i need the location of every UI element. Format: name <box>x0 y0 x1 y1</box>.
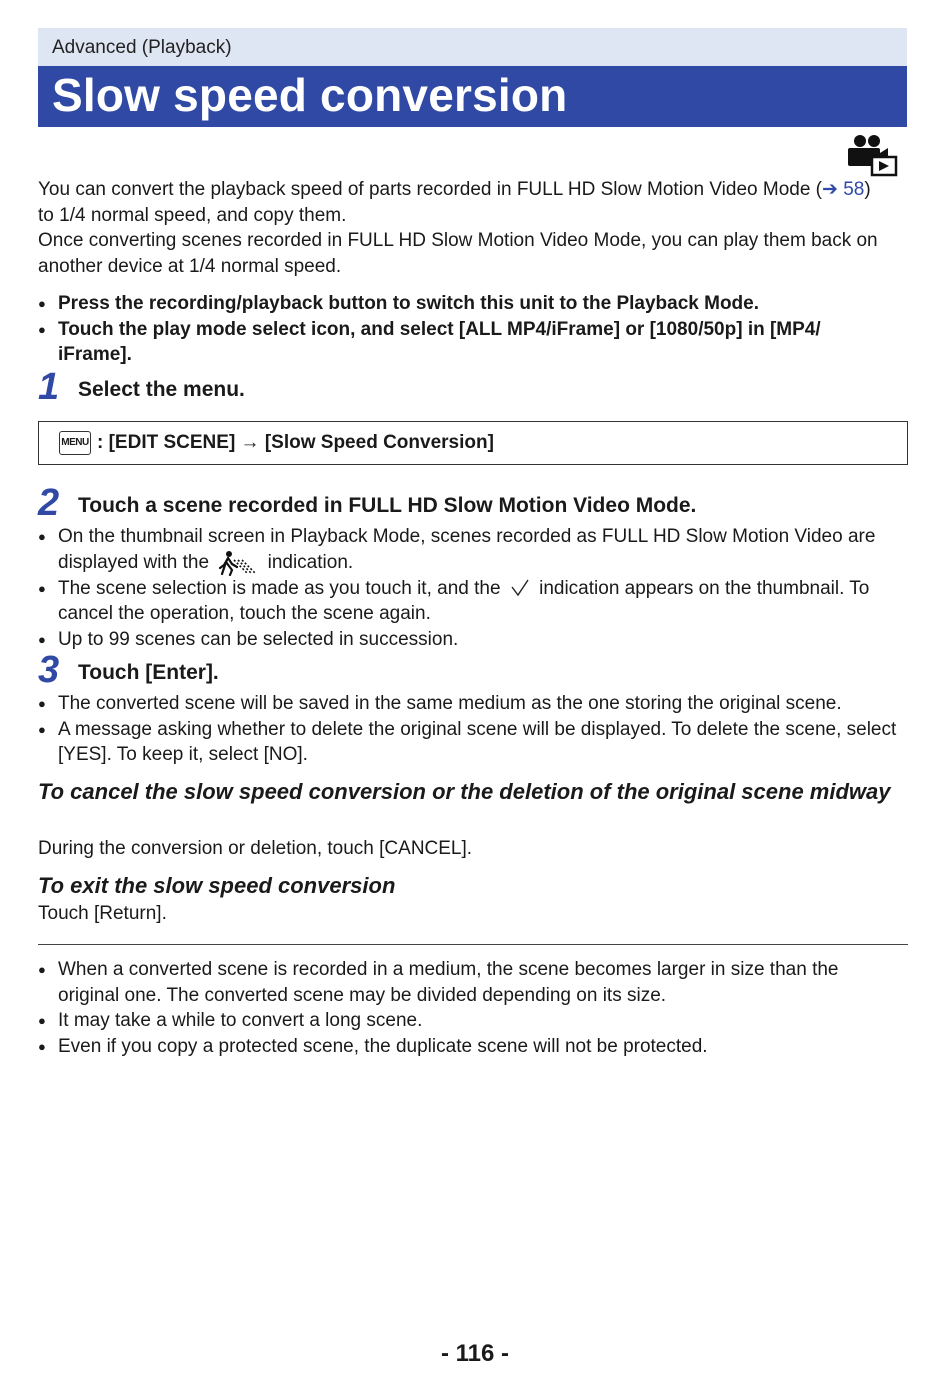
bullet-text: indication. <box>267 551 354 573</box>
menu-path: : [EDIT SCENE] → [Slow Speed Conversion] <box>97 432 494 453</box>
step-label: Touch a scene recorded in FULL HD Slow Motion Video Mode. <box>78 494 697 517</box>
intro-text <box>38 177 908 279</box>
bullet-text: On the thumbnail screen in Playback Mode, scenes recorded as FULL HD Slow Motion Video are displayed with the <box>58 526 876 573</box>
list-item: ● The converted scene will be saved in the same medium as the one storing the original scene. <box>38 691 908 717</box>
divider <box>38 944 908 945</box>
list-item <box>38 524 908 576</box>
title-banner <box>38 66 907 127</box>
check-mark-icon <box>509 578 531 598</box>
exit-body: Touch [Return]. <box>38 903 167 924</box>
intro-line1: You can convert the playback speed of parts recorded in FULL HD Slow Motion Video Mode ( <box>38 179 823 200</box>
list-item: ● When a converted scene is recorded in a medium, the scene becomes larger in size than the original one. The converted scene may be divided depending on its size. <box>38 957 908 1008</box>
page-number: - 116 - <box>440 1340 510 1367</box>
intro-line3: Once converting scenes recorded in FULL HD Slow Motion Video Mode, you can play them back on another device at 1/4 normal speed. <box>38 230 878 277</box>
bullet-text: indication appears on the thumbnail. To cancel the operation, touch the scene again. <box>58 577 870 624</box>
menu-icon: MENU <box>59 431 91 455</box>
intro-line2: to 1/4 normal speed, and copy them. <box>38 204 347 226</box>
video-playback-mode-icon <box>846 133 898 177</box>
cancel-heading: To cancel the slow speed conversion or the deletion of the original scene midway <box>38 779 891 804</box>
bullet-text: The scene selection is made as you touch it, and the <box>58 577 501 599</box>
list-item: ● Up to 99 scenes can be selected in succession. <box>38 627 908 653</box>
step3-list <box>38 691 908 768</box>
section-label: Advanced (Playback) <box>52 37 232 58</box>
intro-line1-close: ) <box>864 179 871 200</box>
cancel-body: During the conversion or deletion, touch [CANCEL]. <box>38 838 473 859</box>
slow-motion-runner-icon <box>218 550 258 576</box>
step-number: 1 <box>38 366 60 408</box>
list-item <box>38 576 908 627</box>
list-item: ● Press the recording/playback button to switch this unit to the Playback Mode. <box>38 291 908 317</box>
list-item: ● A message asking whether to delete the original scene will be displayed. To delete the scene, select [YES]. To keep it, select [NO]. <box>38 717 908 768</box>
page-reference-link[interactable]: ➔ 58 <box>822 179 865 200</box>
prep-list <box>38 291 908 368</box>
list-item: ● It may take a while to convert a long scene. <box>38 1008 908 1034</box>
section-header <box>38 28 907 66</box>
list-item: ● Touch the play mode select icon, and select [ALL MP4/iFrame] or [1080/50p] in [MP4/ iFrame]. <box>38 317 908 368</box>
exit-heading: To exit the slow speed conversion <box>38 873 396 898</box>
step-label: Touch [Enter]. <box>78 661 219 684</box>
menu-path-box <box>38 421 908 465</box>
step2-list <box>38 524 908 652</box>
step-number: 3 <box>38 649 60 691</box>
step-label: Select the menu. <box>78 378 245 401</box>
list-item: ● Even if you copy a protected scene, the duplicate scene will not be protected. <box>38 1034 908 1060</box>
step-number: 2 <box>38 482 60 524</box>
page-title: Slow speed conversion <box>52 69 568 121</box>
notes-list <box>38 957 908 1059</box>
